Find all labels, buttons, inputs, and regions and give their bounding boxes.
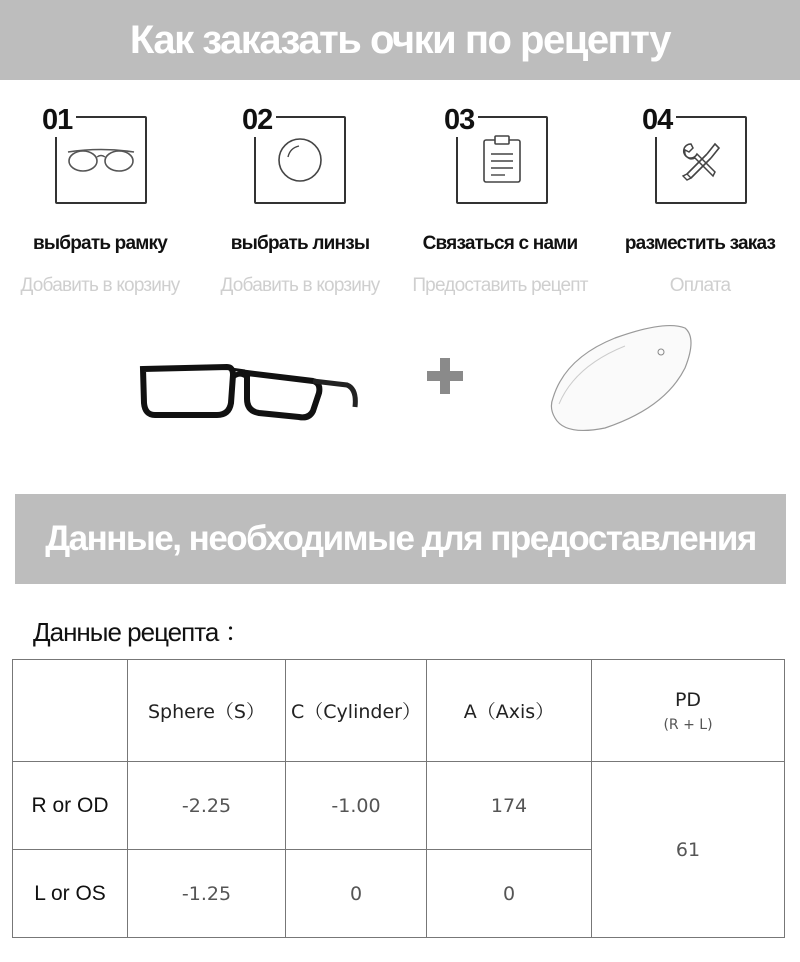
tools-icon	[677, 136, 725, 184]
header-cylinder: C（Cylinder）	[286, 660, 427, 762]
eyeglass-frame-image	[135, 355, 365, 425]
step-4-subtitle: Оплата	[669, 275, 731, 296]
table-row	[13, 762, 785, 850]
step-3-number: 03	[444, 104, 478, 137]
step-4	[600, 100, 800, 310]
prescription-table	[12, 659, 785, 938]
step-3	[400, 100, 600, 310]
plus-icon	[425, 356, 465, 396]
left-cylinder-value: 0	[286, 850, 427, 938]
table-header-row	[13, 660, 785, 762]
header-pd-sub: (R + L)	[663, 716, 713, 733]
row-label-left: L or OS	[13, 850, 128, 938]
step-3-title: Связаться с нами	[422, 233, 578, 254]
row-label-right: R or OD	[13, 762, 128, 850]
pd-value: 61	[592, 762, 785, 938]
lens-icon	[275, 135, 325, 185]
step-1-title: выбрать рамку	[33, 233, 167, 254]
page-title-banner	[0, 0, 800, 80]
step-1-number: 01	[42, 104, 76, 137]
step-3-subtitle: Предоставить рецепт	[412, 275, 588, 296]
step-1	[0, 100, 200, 310]
page-title: Как заказать очки по рецепту	[129, 17, 671, 62]
header-pd-label: PD	[674, 688, 702, 711]
clipboard-icon	[480, 134, 524, 186]
right-cylinder-value: -1.00	[286, 762, 427, 850]
step-4-number: 04	[642, 104, 676, 137]
header-sphere: Sphere（S）	[128, 660, 286, 762]
step-4-title: разместить заказ	[624, 233, 776, 254]
left-axis-value: 0	[427, 850, 592, 938]
right-axis-value: 174	[427, 762, 592, 850]
section-title: Данные, необходимые для предоставления	[45, 519, 756, 558]
left-sphere-value: -1.25	[128, 850, 286, 938]
step-2-title: выбрать линзы	[230, 233, 370, 254]
header-empty-cell	[13, 660, 128, 762]
section-banner	[15, 494, 786, 584]
header-axis: A（Axis）	[427, 660, 592, 762]
glasses-icon	[64, 143, 138, 177]
step-2-number: 02	[242, 104, 276, 137]
header-pd	[592, 660, 785, 762]
right-sphere-value: -2.25	[128, 762, 286, 850]
step-2-subtitle: Добавить в корзину	[220, 275, 380, 296]
step-1-subtitle: Добавить в корзину	[20, 275, 180, 296]
prescription-label: Данные рецепта ：	[33, 617, 250, 647]
lens-image	[545, 318, 700, 438]
step-2	[200, 100, 400, 310]
